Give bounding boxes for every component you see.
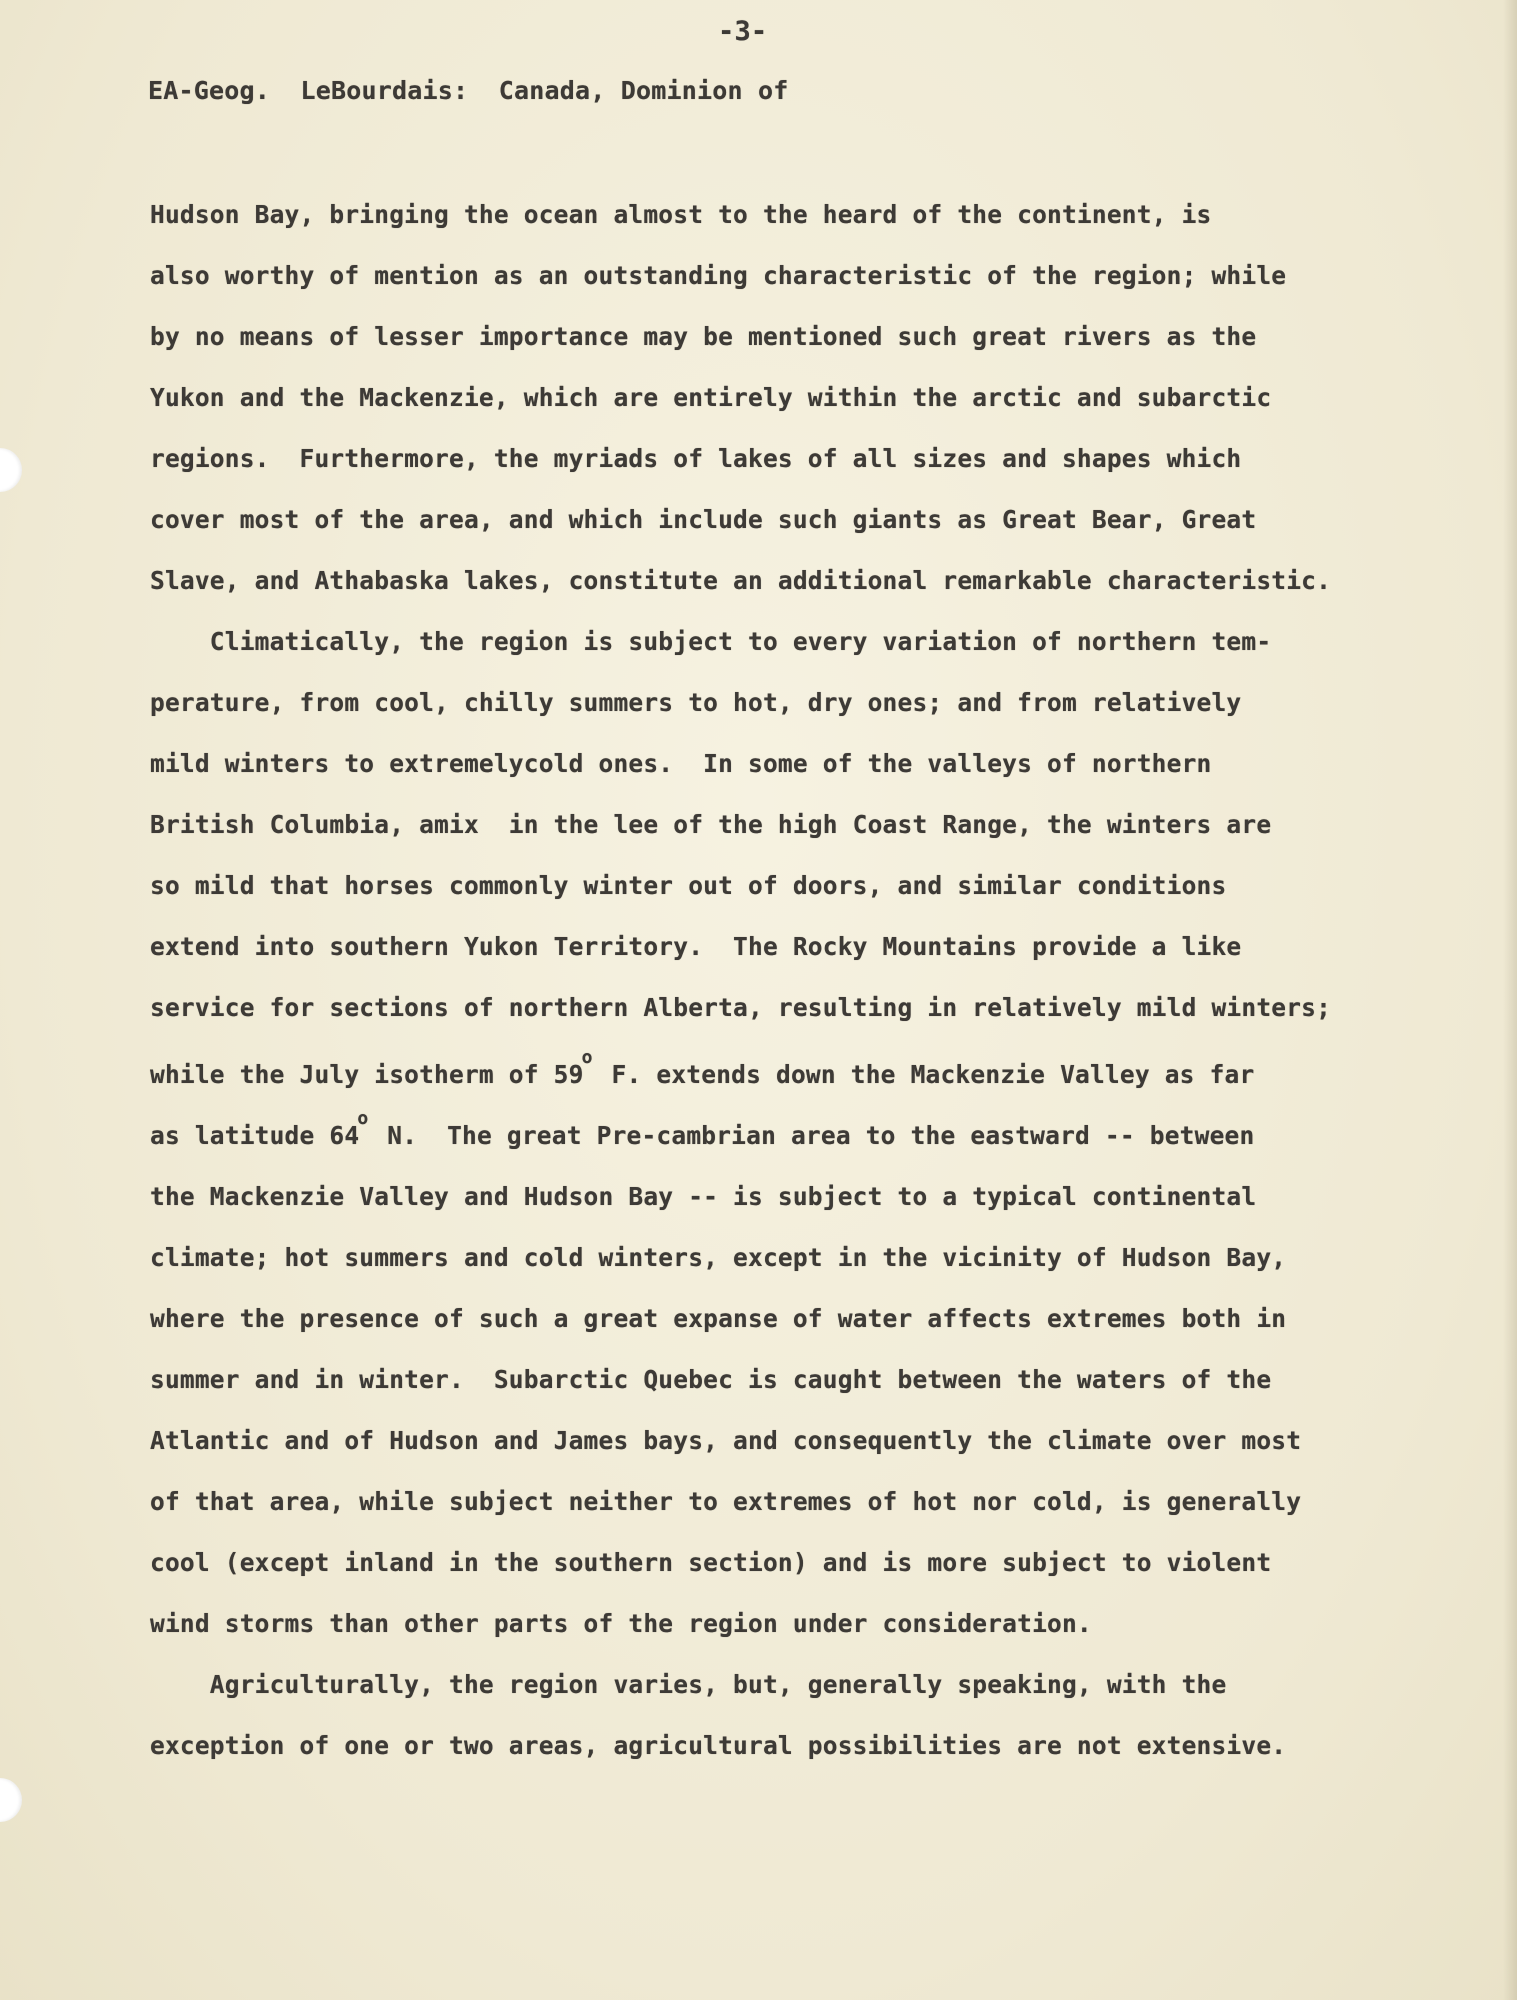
body-line: also worthy of mention as an outstanding characteristic of the region; while xyxy=(150,261,1287,290)
document-header: EA-Geog. LeBourdais: Canada, Dominion of xyxy=(148,76,789,105)
body-line: where the presence of such a great expanse of water affects extremes both in xyxy=(150,1304,1287,1333)
body-line: exception of one or two areas, agricultural possibilities are not extensive. xyxy=(150,1731,1287,1760)
punch-hole-bottom xyxy=(0,1778,22,1822)
body-line: by no means of lesser importance may be mentioned such great rivers as the xyxy=(150,322,1257,351)
line-text: N. The great Pre-cambrian area to the eastward -- between xyxy=(372,1121,1255,1150)
body-line: summer and in winter. Subarctic Quebec is caught between the waters of the xyxy=(150,1365,1272,1394)
line-text: as latitude 64 xyxy=(150,1121,360,1150)
body-line: of that area, while subject neither to extremes of hot nor cold, is generally xyxy=(150,1487,1302,1516)
body-line: Yukon and the Mackenzie, which are entirely within the arctic and subarctic xyxy=(150,383,1272,412)
body-line: Climatically, the region is subject to every variation of northern tem- xyxy=(150,627,1272,656)
body-line: wind storms than other parts of the region under consideration. xyxy=(150,1609,1092,1638)
body-line: mild winters to extremelycold ones. In some of the valleys of northern xyxy=(150,749,1212,778)
degree-mark: o xyxy=(581,1047,593,1068)
body-line: so mild that horses commonly winter out of doors, and similar conditions xyxy=(150,871,1227,900)
page-number: -3- xyxy=(718,16,768,47)
line-text: while the July isotherm of 59 xyxy=(150,1060,584,1089)
body-line: Hudson Bay, bringing the ocean almost to the heard of the continent, is xyxy=(150,200,1212,229)
body-line: extend into southern Yukon Territory. The Rocky Mountains provide a like xyxy=(150,932,1242,961)
body-line: Agriculturally, the region varies, but, generally speaking, with the xyxy=(150,1670,1227,1699)
punch-hole-top xyxy=(0,448,22,492)
body-line: cover most of the area, and which include such giants as Great Bear, Great xyxy=(150,505,1257,534)
body-line: Atlantic and of Hudson and James bays, and consequently the climate over most xyxy=(150,1426,1302,1455)
body-line-isotherm xyxy=(150,1047,1255,1089)
line-text: F. extends down the Mackenzie Valley as far xyxy=(596,1060,1255,1089)
page-edge-shadow xyxy=(1503,0,1517,2000)
body-line: cool (except inland in the southern section) and is more subject to violent xyxy=(150,1548,1272,1577)
body-line-latitude xyxy=(150,1108,1255,1150)
body-line: regions. Furthermore, the myriads of lakes of all sizes and shapes which xyxy=(150,444,1242,473)
body-line: perature, from cool, chilly summers to hot, dry ones; and from relatively xyxy=(150,688,1242,717)
body-line: British Columbia, amix in the lee of the high Coast Range, the winters are xyxy=(150,810,1272,839)
body-line: Slave, and Athabaska lakes, constitute an additional remarkable characteristic. xyxy=(150,566,1332,595)
body-line: the Mackenzie Valley and Hudson Bay -- is subject to a typical continental xyxy=(150,1182,1257,1211)
body-line: service for sections of northern Alberta, resulting in relatively mild winters; xyxy=(150,993,1332,1022)
degree-mark: o xyxy=(357,1108,369,1129)
body-line: climate; hot summers and cold winters, except in the vicinity of Hudson Bay, xyxy=(150,1243,1287,1272)
